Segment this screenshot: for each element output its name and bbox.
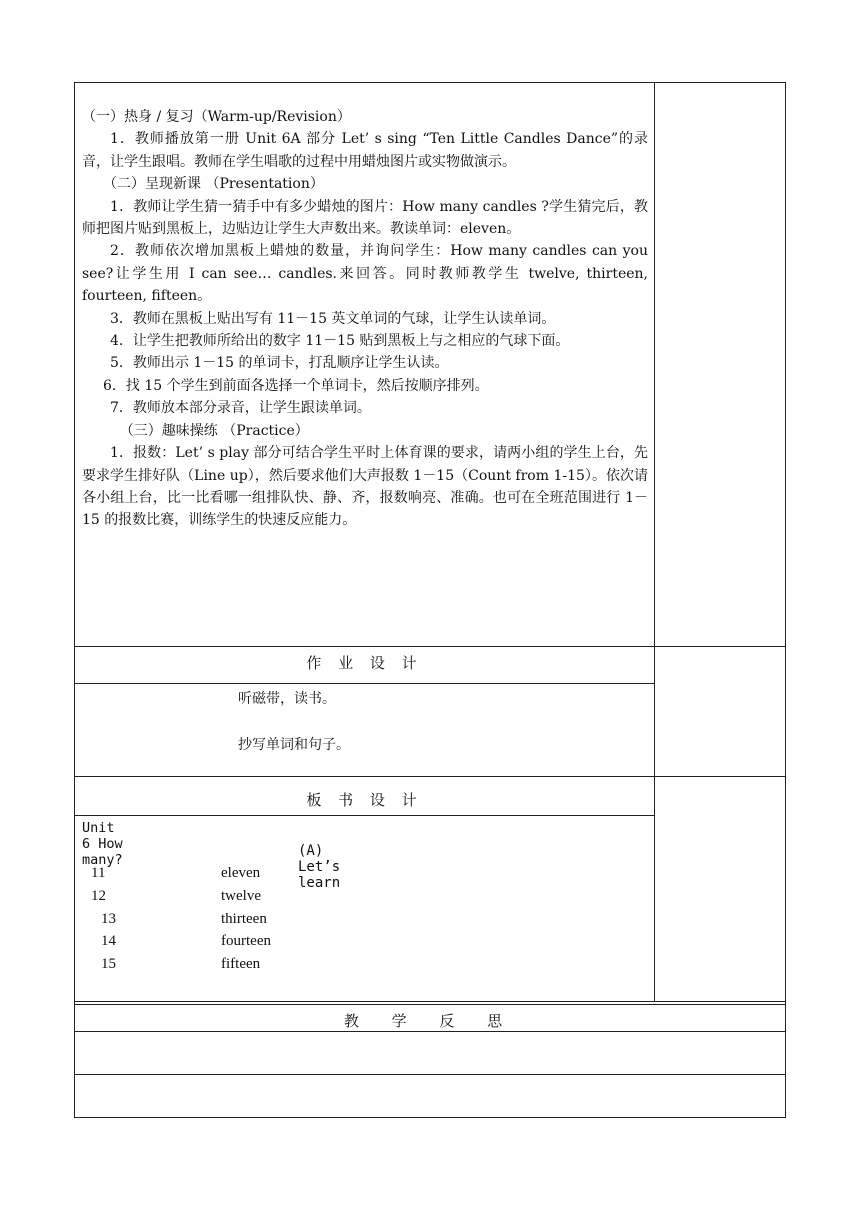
presentation-step-4: 4．让学生把教师所给出的数字 11－15 贴到黑板上与之相应的气球下面。	[110, 333, 570, 350]
presentation-step-2: 2．教师依次增加黑板上蜡烛的数量，并询问学生：How many candles can you see?让学生用 I can see… candles.来回答。同时教师教学生 twelve, thirteen, fourteen, fifteen。	[82, 243, 648, 305]
board-number: 13	[101, 911, 116, 927]
presentation-step-5: 5．教师出示 1－15 的单词卡，打乱顺序让学生认读。	[110, 355, 449, 372]
board-word: thirteen	[221, 911, 267, 927]
row-divider-reflection-heading	[74, 1031, 786, 1032]
board-number: 15	[101, 956, 116, 972]
board-word: fourteen	[221, 933, 271, 949]
homework-item: 听磁带，读书。	[238, 691, 336, 707]
board-word: twelve	[221, 888, 261, 904]
column-divider	[654, 82, 655, 1001]
presentation-step-6: 6．找 15 个学生到前面各选择一个单词卡，然后按顺序排列。	[103, 377, 489, 394]
homework-item: 抄写单词和句子。	[238, 737, 350, 753]
board-word: fifteen	[221, 956, 261, 972]
table-border-top	[74, 82, 786, 83]
practice-heading: （三）趣味操练 （Practice）	[119, 422, 309, 439]
table-border-right	[785, 82, 786, 1118]
table-border-bottom	[74, 1117, 786, 1118]
homework-heading: 作 业 设 计	[306, 654, 423, 672]
reflection-heading: 教 学 反 思	[343, 1012, 517, 1030]
board-subtitle: (A) Let’s learn	[298, 843, 341, 891]
presentation-step-1: 1．教师让学生猜一猜手中有多少蜡烛的图片：How many candles ?学生猜完后，教师把图片贴到黑板上，边贴边让学生大声数出来。教读单词：eleven。	[82, 198, 648, 238]
board-word: eleven	[221, 865, 261, 881]
lesson-steps	[82, 106, 648, 532]
board-number: 11	[91, 865, 106, 881]
table-border-left	[74, 82, 75, 1118]
warmup-heading: （一）热身 / 复习（Warm-up/Revision）	[82, 109, 351, 125]
board-design-heading: 板 书 设 计	[306, 791, 423, 809]
presentation-step-3: 3．教师在黑板上贴出写有 11－15 英文单词的气球，让学生认读单词。	[110, 310, 556, 327]
row-divider-homework-heading	[74, 683, 655, 684]
row-divider-board	[74, 776, 786, 777]
row-divider-reflection-b	[74, 1004, 786, 1005]
board-title: Unit 6 How many?	[82, 820, 123, 868]
board-number: 14	[101, 933, 116, 949]
practice-step-1: 1．报数：Let’ s play 部分可结合学生平时上体育课的要求，请两小组的学生上台，先要求学生排好队（Line up），然后要求他们大声报数 1－15（Count from 1-15）。依次请各小组上台，比一比看哪一组排队快、静、齐，报数响亮、准确。也可在全班范围进行 1－15 的报数比赛，训练学生的快速反应能力。	[82, 445, 648, 529]
row-divider-homework	[74, 646, 786, 647]
row-divider-board-heading	[74, 815, 655, 816]
row-divider-reflection-a	[74, 1001, 786, 1002]
warmup-step-1: 1．教师播放第一册 Unit 6A 部分 Let’ s sing “Ten Little Candles Dance”的录音，让学生跟唱。教师在学生唱歌的过程中用蜡烛图片或实物做演示。	[82, 131, 648, 170]
board-number: 12	[91, 888, 106, 904]
presentation-step-7: 7．教师放本部分录音，让学生跟读单词。	[110, 400, 371, 417]
presentation-heading: （二）呈现新课 （Presentation）	[103, 176, 324, 193]
row-divider-reflection-row	[74, 1074, 786, 1075]
